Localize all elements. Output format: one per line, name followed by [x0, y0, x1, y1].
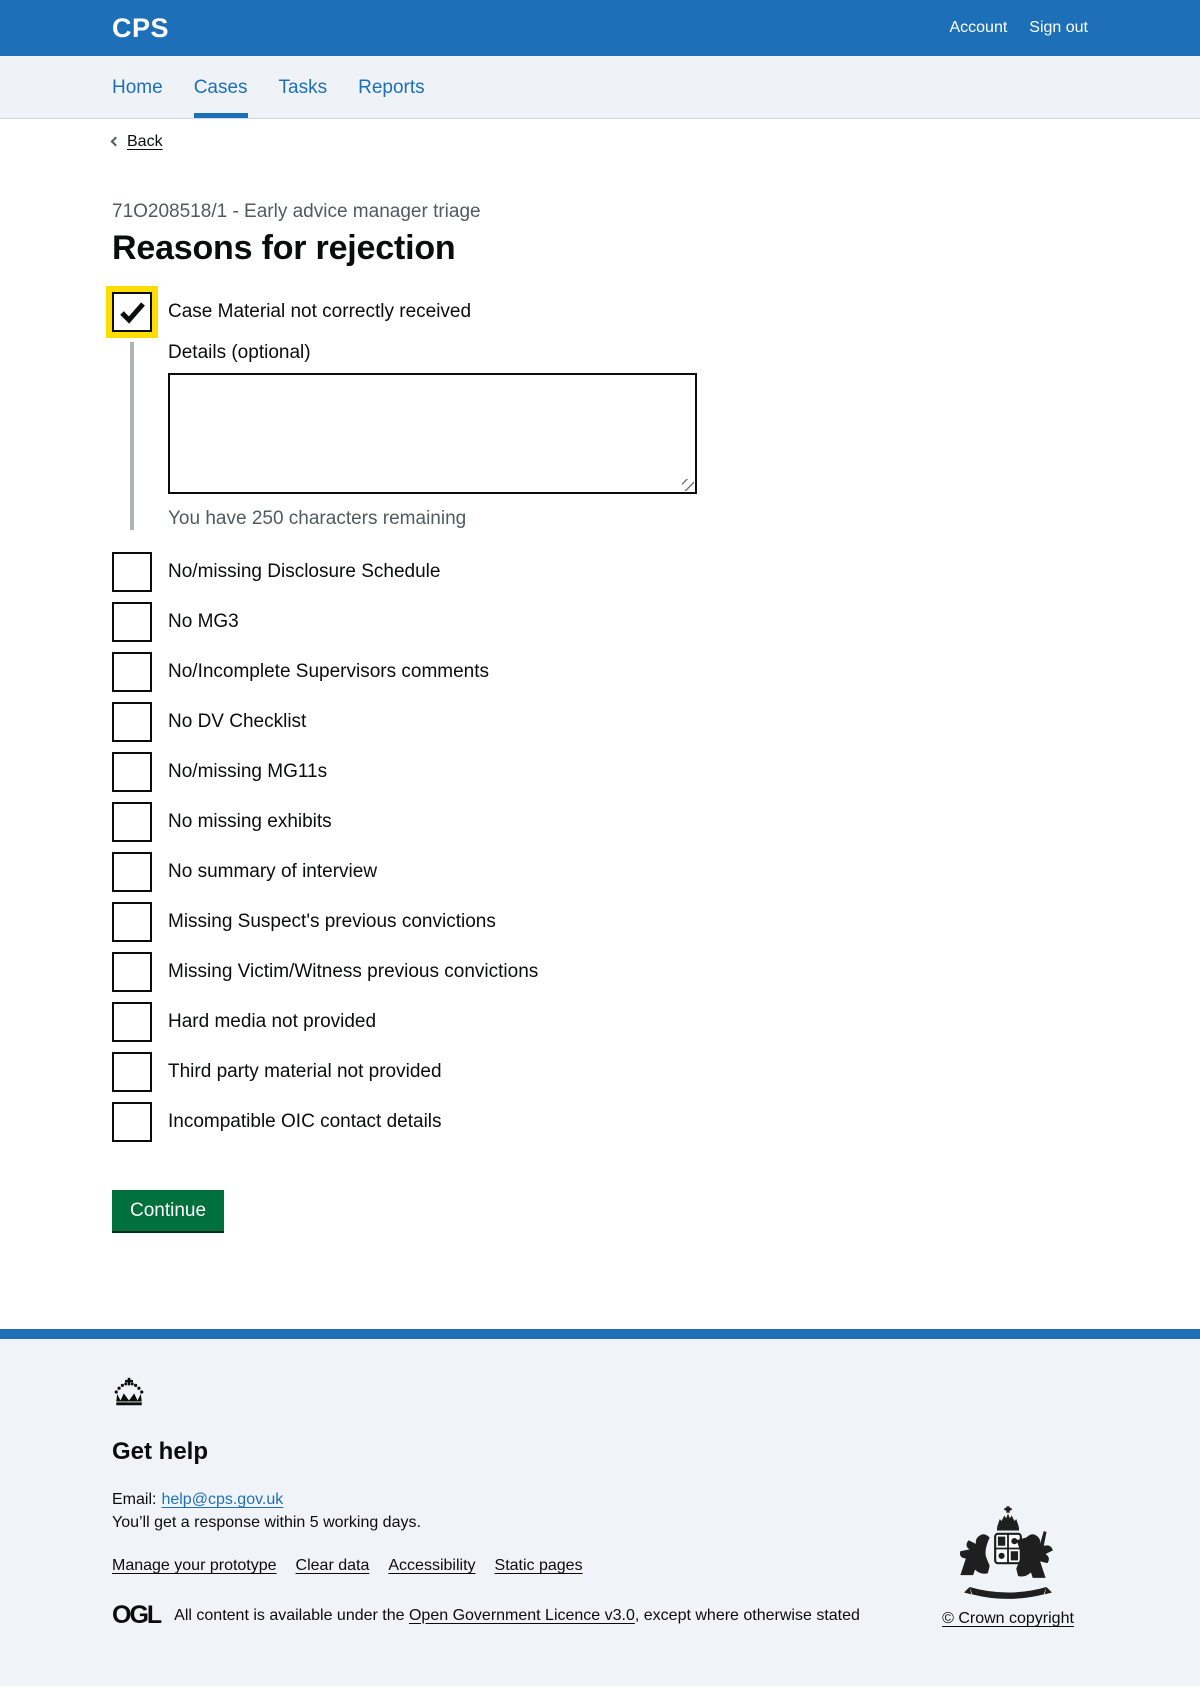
checkbox-label[interactable]: No DV Checklist — [168, 711, 307, 732]
sign-out-link[interactable]: Sign out — [1029, 19, 1088, 36]
checkbox-row — [112, 802, 1088, 842]
nav-tab-reports[interactable]: Reports — [358, 77, 425, 98]
primary-nav — [0, 56, 1200, 119]
checkbox-dv-checklist[interactable] — [112, 702, 152, 742]
checkbox-row — [112, 952, 1088, 992]
checkbox-third-party-material[interactable] — [112, 1052, 152, 1092]
checkbox-missing-exhibits[interactable] — [112, 802, 152, 842]
licence-prefix: All content is available under the — [174, 1606, 409, 1624]
licence-text — [174, 1607, 860, 1625]
checkbox-row — [112, 702, 1088, 742]
checkbox-row — [112, 752, 1088, 792]
details-label: Details (optional) — [168, 342, 311, 363]
crown-icon — [112, 1377, 146, 1407]
conditional-details-panel — [130, 342, 1088, 530]
checkbox-row — [112, 902, 1088, 942]
checkbox-row — [112, 602, 1088, 642]
app-footer — [0, 1339, 1200, 1686]
cps-logo[interactable]: CPS — [112, 12, 170, 43]
checkbox-hard-media[interactable] — [112, 1002, 152, 1042]
checkbox-mg11s[interactable] — [112, 752, 152, 792]
checkbox-label[interactable]: Third party material not provided — [168, 1061, 442, 1082]
checkbox-label[interactable]: Case Material not correctly received — [168, 301, 472, 322]
character-count-hint: You have 250 characters remaining — [168, 508, 467, 529]
checkbox-oic-contact-details[interactable] — [112, 1102, 152, 1142]
checkbox-label[interactable]: No MG3 — [168, 611, 239, 632]
response-time-text: You’ll get a response within 5 working days. — [112, 1514, 421, 1531]
app-header — [0, 0, 1200, 56]
licence-suffix: , except where otherwise stated — [634, 1606, 860, 1624]
checkbox-row-case-material — [112, 292, 1088, 332]
footer-heading: Get help — [112, 1438, 209, 1465]
account-link[interactable]: Account — [949, 19, 1008, 36]
checkbox-label[interactable]: No/Incomplete Supervisors comments — [168, 661, 490, 682]
checkbox-supervisors-comments[interactable] — [112, 652, 152, 692]
checkbox-no-mg3[interactable] — [112, 602, 152, 642]
checkbox-label[interactable]: Incompatible OIC contact details — [168, 1111, 442, 1132]
continue-button[interactable]: Continue — [112, 1190, 224, 1231]
royal-coat-of-arms — [953, 1506, 1063, 1602]
manage-prototype-link[interactable]: Manage your prototype — [112, 1557, 277, 1574]
checkbox-row — [112, 852, 1088, 892]
accessibility-link[interactable]: Accessibility — [388, 1557, 476, 1574]
nav-tab-tasks[interactable]: Tasks — [278, 77, 328, 98]
ogl-licence-link[interactable]: Open Government Licence v3.0 — [408, 1606, 635, 1624]
checkbox-row — [112, 552, 1088, 592]
static-pages-link[interactable]: Static pages — [494, 1557, 583, 1574]
checkbox-label[interactable]: Missing Victim/Witness previous convictions — [168, 961, 539, 982]
case-caption: 71O208518/1 - Early advice manager triage — [112, 201, 481, 222]
footer-accent-bar — [0, 1329, 1200, 1339]
checkbox-case-material[interactable] — [112, 292, 152, 332]
help-email-link[interactable]: help@cps.gov.uk — [161, 1491, 284, 1508]
checkbox-label[interactable]: Hard media not provided — [168, 1011, 377, 1032]
footer-links — [112, 1557, 860, 1575]
checkbox-summary-of-interview[interactable] — [112, 852, 152, 892]
email-label: Email: — [112, 1491, 157, 1508]
nav-tab-home[interactable]: Home — [112, 77, 163, 98]
checkbox-label[interactable]: No/missing MG11s — [168, 761, 328, 782]
checkbox-label[interactable]: Missing Suspect's previous convictions — [168, 911, 496, 932]
details-textarea[interactable] — [168, 373, 697, 494]
back-chevron-icon — [111, 137, 121, 147]
checkbox-victim-witness-convictions[interactable] — [112, 952, 152, 992]
checkbox-suspect-convictions[interactable] — [112, 902, 152, 942]
checkbox-disclosure-schedule[interactable] — [112, 552, 152, 592]
page-title: Reasons for rejection — [112, 229, 456, 267]
crown-copyright-link[interactable]: © Crown copyright — [942, 1610, 1074, 1627]
back-link[interactable]: Back — [127, 133, 163, 150]
nav-tab-cases[interactable]: Cases — [194, 77, 248, 118]
checkbox-row — [112, 1002, 1088, 1042]
checkbox-row — [112, 652, 1088, 692]
checkbox-row — [112, 1052, 1088, 1092]
header-account-nav — [949, 19, 1088, 37]
checkbox-label[interactable]: No summary of interview — [168, 861, 378, 882]
ogl-icon: OGL — [112, 1601, 161, 1629]
checkbox-label[interactable]: No/missing Disclosure Schedule — [168, 561, 441, 582]
checkmark-icon — [119, 300, 146, 325]
clear-data-link[interactable]: Clear data — [295, 1557, 370, 1574]
checkbox-label[interactable]: No missing exhibits — [168, 811, 332, 832]
checkbox-row — [112, 1102, 1088, 1142]
